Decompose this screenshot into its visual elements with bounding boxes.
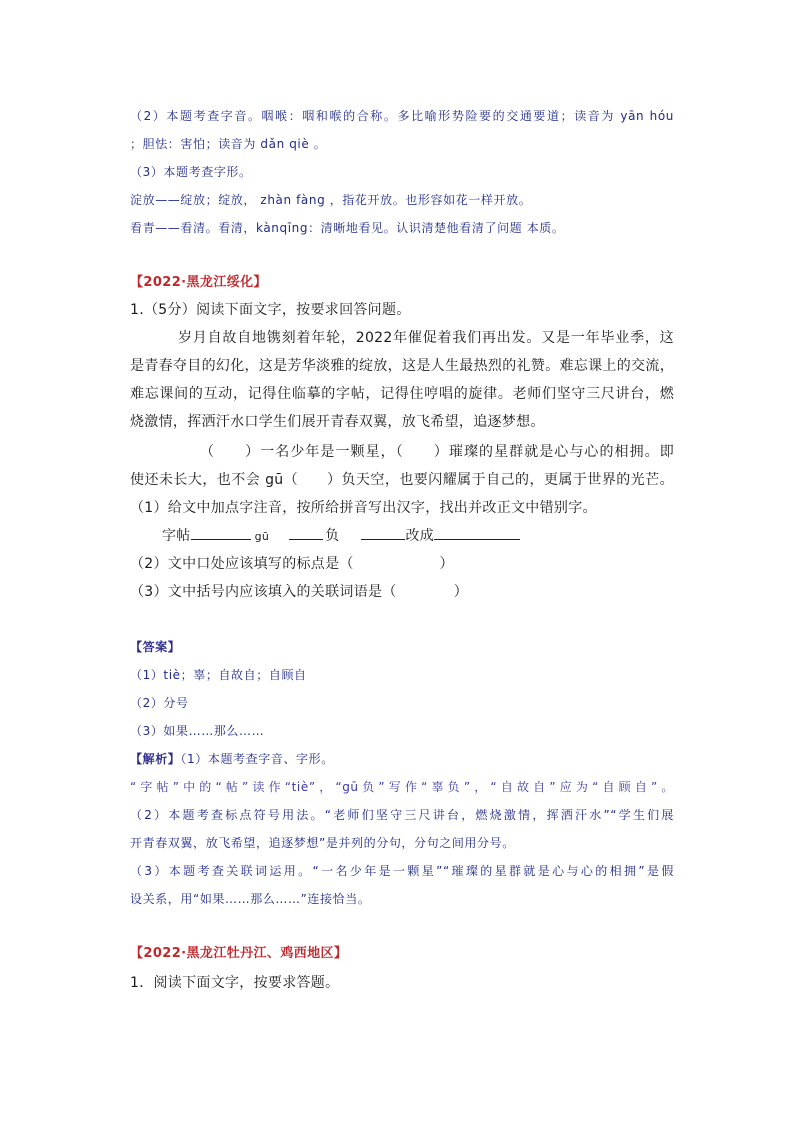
passage-line-2: 是青春夺目的幻化，这是芳华淡雅的绽放，这是人生最热烈的礼赞。难忘课上的交流， [130,358,674,374]
passage-line-4: 烧激情，挥洒汗水口学生们展开青春双翼，放飞希望，追逐梦想。 [130,414,545,430]
analysis-row-1 [130,749,334,769]
section-heading-suihua: 【2022·黑龙江绥化】 [130,275,267,290]
fill-in-row [162,525,520,548]
answer-heading: 【答案】 [130,640,181,654]
analysis-label: 【解析】 [130,752,181,766]
passage2-line-2: 使还未长大，也不会 gū（ ）负天空，也要闪耀属于自己的，更属于世界的光芒。 [130,472,674,488]
analysis-kanqing-line: 看青——看清。看清，kànqīng：清晰地看见。认识清楚他看清了问题 本质。 [130,221,565,235]
analysis-2-line-1: （2）本题考查标点符号用法。“老师们坚守三尺讲台，燃烧激情，挥洒汗水”“学生们展 [130,808,674,822]
passage-line-3: 难忘课间的互动，记得住临摹的字帖，记得住哼唱的旋律。老师们坚守三尺讲台，燃 [130,386,674,402]
subquestion-1: （1）给文中加点字注音，按所给拼音写出汉字，找出并改正文中错别字。 [130,500,597,516]
answer-1: （1）tiè；辜；自故自；自顾自 [130,668,307,682]
answer-2: （2）分号 [130,696,189,710]
analysis-zhanfang-line: 淀放——绽放；绽放， zhàn fàng ，指花开放。也形容如花一样开放。 [130,193,532,207]
fill-label-zitie: 字帖 [162,528,191,544]
analysis-form-heading: （3）本题考查字形。 [130,165,252,179]
blank-gu[interactable] [289,525,323,540]
analysis-pinyin-line-1: （2）本题考查字音。咽喉：咽和喉的合称。多比喻形势险要的交通要道；读音为 yān hóu [130,109,674,123]
analysis-1-heading: （1）本题考查字音、字形。 [180,752,334,766]
analysis-pinyin-line-2: ；胆怯：害怕；读音为 dǎn qiè 。 [130,137,327,151]
analysis-1-detail: “字帖”中的“帖”读作“tiè”，“gū负”写作“辜负”，“自故自”应为“自顾自”。 [130,780,674,794]
fill-label-gaicheng: 改成 [405,528,435,544]
answer-3: （3）如果……那么…… [130,724,265,738]
blank-wrong-char[interactable] [361,525,405,540]
blank-zitie[interactable] [191,525,251,540]
passage2-line-1: （ ）一名少年是一颗星，（ ）璀璨的星群就是心与心的相拥。即 [200,444,674,460]
blank-correction[interactable] [434,525,520,540]
section-heading-mudanjiang: 【2022·黑龙江牡丹江、鸡西地区】 [130,946,348,961]
passage-line-1: 岁月自故自地镌刻着年轮，2022年催促着我们再出发。又是一年毕业季，这 [178,330,674,346]
fill-label-fu: 负 [325,528,340,544]
question-1-prompt: 1.（5分）阅读下面文字，按要求回答问题。 [130,302,411,318]
question-1-prompt-2: 1．阅读下面文字，按要求答题。 [130,975,340,991]
analysis-2-line-2: 开青春双翼，放飞希望，追逐梦想”是并列的分句，分句之间用分号。 [130,836,515,850]
subquestion-3: （3）文中括号内应该填入的关联词语是（ ） [130,584,469,600]
subquestion-2: （2）文中口处应该填写的标点是（ ） [130,556,454,572]
analysis-3-line-2: 设关系，用“如果……那么……”连接恰当。 [130,892,371,906]
analysis-3-line-1: （3）本题考查关联词运用。“一名少年是一颗星”“璀璨的星群就是心与心的相拥”是假 [130,864,674,878]
fill-label-gu: gū [254,530,270,543]
